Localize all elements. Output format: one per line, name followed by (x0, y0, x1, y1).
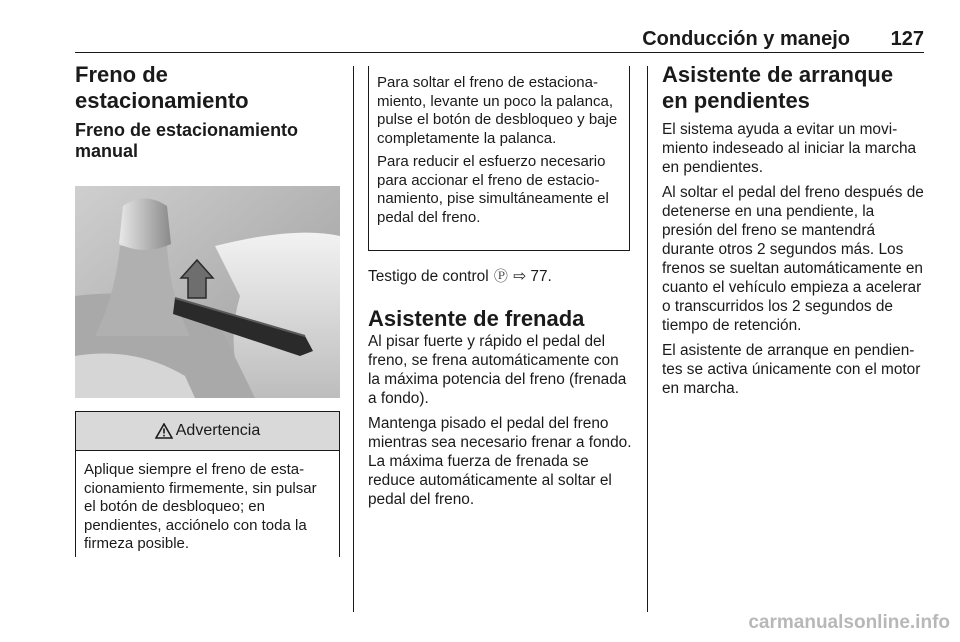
watermark: carmanualsonline.info (748, 612, 950, 633)
control-indicator-reference (368, 267, 632, 286)
chapter-title: Conducción y manejo (642, 28, 850, 50)
section-title-hill-start-assist: Asistente de arranque en pendientes (662, 62, 894, 113)
paragraph: Al pisar fuerte y rápido el pedal del freno, se frena automáticamente con la máxima potencia del freno (frenada a fondo). (368, 333, 627, 407)
section-title-brake-assist: Asistente de frenada (368, 306, 585, 331)
subsection-title-manual-brake: Freno de estacionamiento manual (75, 120, 299, 161)
header-rule (75, 52, 924, 53)
warning-header (76, 412, 339, 451)
warning-text: Aplique siempre el freno de estacionamiento firmemente, sin pulsar el botón de desbloqueo; en pendientes, acciónelo con toda la firmeza posible. (84, 461, 317, 552)
section-title-parking-brake: Freno de estacionamiento (75, 62, 249, 113)
warning-triangle-icon (155, 423, 173, 439)
note-paragraph: Para soltar el freno de estacionamiento, levante un poco la palanca, pulse el botón de desbloqueo y baje completamente la palanca. (377, 74, 618, 147)
parking-brake-indicator-icon: Ⓟ (493, 268, 508, 284)
parking-brake-illustration (75, 186, 340, 398)
paragraph: Mantenga pisado el pedal del freno mientras sea necesario frenar a fondo. La máxima fuerza de frenada se reduce automáticamente al soltar el pedal del freno. (368, 415, 632, 508)
reference-prefix: Testigo de control (368, 268, 489, 285)
column-2 (368, 62, 632, 515)
page-ref-arrow-icon: ⇨ (513, 268, 527, 285)
reference-page[interactable]: 77. (530, 268, 552, 285)
column-1 (75, 62, 340, 557)
paragraph: El sistema ayuda a evitar un movimiento indeseado al iniciar la marcha en pendientes. (662, 121, 917, 176)
page-number: 127 (890, 28, 924, 50)
warning-title: Advertencia (175, 422, 261, 439)
column-divider-1 (353, 66, 354, 612)
paragraph: Al soltar el pedal del freno después de detenerse en una pendiente, la presión del freno se mantendrá durante otros 2 segundos más. Los frenos se sueltan automáticamente en cuanto el vehículo empieza a acelerar o transcurridos los 2 segundos de tiempo de retención. (662, 184, 924, 334)
column-3 (662, 62, 924, 404)
note-paragraph: Para reducir el esfuerzo necesario para accionar el freno de estacionamiento, pise simultáneamente el pedal del freno. (377, 153, 609, 226)
column-divider-2 (647, 66, 648, 612)
paragraph: El asistente de arranque en pendientes se activa únicamente con el motor en marcha. (662, 342, 921, 397)
note-box (368, 66, 630, 251)
warning-box (75, 411, 340, 557)
